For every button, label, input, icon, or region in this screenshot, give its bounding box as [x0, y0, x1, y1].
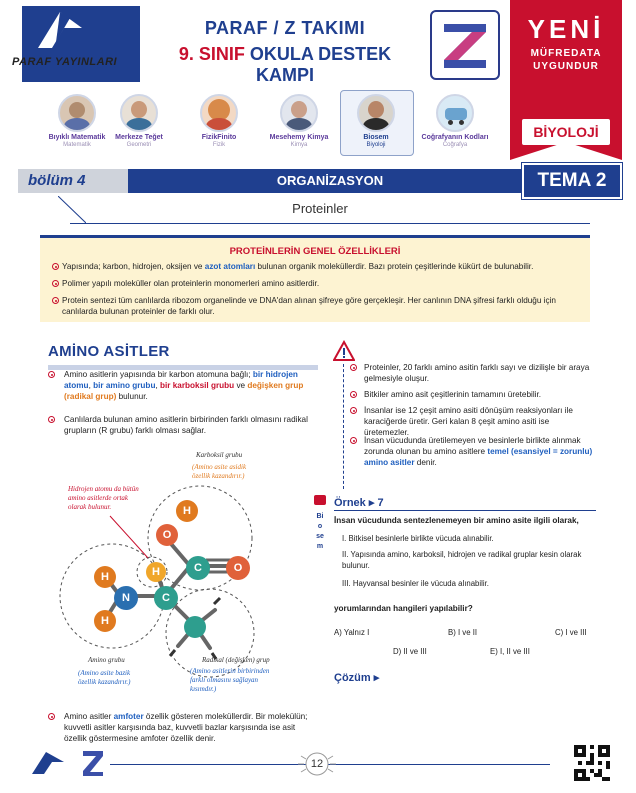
- radical-note-3: kısımdır.): [190, 685, 217, 693]
- carbon-atom-icon: C: [154, 586, 178, 610]
- bullet-icon: [52, 280, 59, 287]
- header-title: PARAF / Z TAKIMI: [204, 18, 366, 38]
- amino-note-2: özellik kazandırır.): [78, 678, 131, 686]
- avatar: [200, 94, 238, 132]
- bullet-icon: [48, 371, 55, 378]
- amino-group-label: Amino grubu: [88, 656, 125, 664]
- text-span: Amino asitlerin yapısında bir karbon atomuna bağlı;: [64, 370, 253, 379]
- note-item: İnsanlar ise 12 çeşit amino asiti dönüşüm reaksiyonları ile karaciğerde üretir. Geri kalan 8 çeşit amino asiti ise üretemezler.: [364, 406, 573, 437]
- highlight-span: temel (esansiyel = zorunlu) amino asitler: [364, 447, 593, 467]
- carboxyl-label: Karboksil grubu: [196, 451, 243, 459]
- qr-code-icon[interactable]: [574, 745, 610, 781]
- highlight-span: değişken grup (radikal grup): [64, 381, 304, 401]
- topic-corner-line: [58, 196, 86, 224]
- camp-label: OKULA DESTEK KAMPI: [249, 44, 392, 85]
- chapter-label: bölüm 4: [28, 172, 86, 189]
- text-span: Amino asitler: [64, 712, 114, 721]
- option-c[interactable]: C) I ve III: [555, 628, 587, 637]
- topic-title: Proteinler: [292, 201, 348, 216]
- hydrogen-note-2: amino asitlerde ortak: [68, 494, 129, 502]
- teacher-card: [262, 94, 336, 148]
- teacher-name: Mesehemy Kimya: [269, 134, 329, 141]
- teacher-name: Coğrafyanın Kodları: [421, 134, 489, 141]
- section-title: ORGANİZASYON: [276, 173, 384, 188]
- avatar: [357, 94, 395, 132]
- teacher-card: [102, 94, 176, 148]
- bullet-icon: [48, 416, 55, 423]
- text-span: denir.: [414, 458, 437, 467]
- amino-heading: AMİNO ASİTLER: [48, 343, 170, 360]
- bullet-icon: [52, 297, 59, 304]
- bullet-icon: [350, 391, 357, 398]
- chapter-tab-corner: [110, 169, 124, 193]
- header-subtitle: [150, 44, 420, 86]
- avatar: [58, 94, 96, 132]
- highlight-span: amfoter: [113, 712, 144, 721]
- question-stem: İnsan vücudunda sentezlenemeyen bir amino asite ilgili olarak,: [334, 516, 579, 525]
- note-item: Bitkiler amino asit çeşitlerinin tamamını üretebilir.: [364, 390, 542, 399]
- footer-paraf-logo-icon: [30, 750, 70, 776]
- video-play-icon[interactable]: [314, 495, 326, 505]
- ribbon-line-1: MÜFREDATA: [530, 48, 602, 59]
- ribbon-new-label: YENİ: [527, 14, 605, 44]
- note-divider: [343, 364, 344, 489]
- text-span: ,: [155, 381, 161, 390]
- publisher-name: PARAF YAYINLARI: [12, 56, 118, 68]
- option-b[interactable]: B) I ve II: [448, 628, 478, 637]
- carbon-atom-icon: C: [186, 556, 210, 580]
- info-item: Polimer yapılı moleküller olan proteinlerin monomerleri amino asitlerdir.: [62, 279, 320, 288]
- teacher-subject: Matematik: [63, 142, 91, 148]
- warning-icon: [333, 340, 355, 362]
- teacher-name: Biosem: [363, 134, 389, 141]
- hydrogen-note-3: olarak bulunur.: [68, 503, 112, 511]
- carboxyl-note-1: (Amino asite asidik: [192, 463, 247, 471]
- teacher-card-active: [339, 94, 413, 148]
- hydrogen-atom-icon: H: [94, 566, 116, 588]
- info-item: Protein sentezi tüm canlılarda ribozom organelinde ve DNA'dan alınan şifreye göre gerçekleşir. Her canlının DNA şifresi farklı olduğu için canlılarda bulunan proteinler de farklı olur.: [62, 296, 556, 316]
- teacher-subject: Kimya: [290, 142, 308, 148]
- text-span: ,: [88, 381, 94, 390]
- example-label: [334, 496, 384, 509]
- bullet-icon: [48, 713, 55, 720]
- ribbon-line-2: UYGUNDUR: [533, 61, 599, 72]
- grade-label: 9. SINIF: [178, 44, 245, 64]
- highlight-span: azot atomları: [204, 262, 256, 271]
- note-item: [364, 435, 594, 468]
- statement-3: III. Hayvansal besinler ile vücuda alınabilir.: [342, 579, 489, 588]
- question-ask: yorumlarından hangileri yapılabilir?: [334, 604, 473, 613]
- amino-note-1: (Amino asite bazik: [78, 669, 131, 677]
- bullet-icon: [350, 364, 357, 371]
- teacher-subject: Biyoloji: [366, 142, 386, 148]
- teacher-card: [182, 94, 256, 148]
- statement-1: I. Bitkisel besinlerle birlikte vücuda alınabilir.: [342, 534, 494, 543]
- radical-note-1: (Amino asitlerin birbirinden: [190, 667, 270, 675]
- hydrogen-atom-icon: H: [176, 500, 198, 522]
- teacher-name: Bıyıklı Matematik: [48, 134, 106, 141]
- radical-label: Radikal (değişken) grup: [202, 656, 270, 664]
- topic-underline: [70, 223, 590, 224]
- avatar: [436, 94, 474, 132]
- highlight-span: bir amino grubu: [93, 381, 156, 390]
- arrow-icon: ▸: [373, 672, 380, 684]
- radical-note-2: farklı olmasını sağlayan: [190, 676, 259, 684]
- bullet-icon: [350, 437, 357, 444]
- paraf-logo-icon: [30, 8, 90, 52]
- highlight-span: bir karboksil grubu: [160, 381, 235, 390]
- example-underline: [334, 510, 596, 511]
- teacher-subject: Fizik: [212, 142, 226, 148]
- tema-badge: TEMA 2: [522, 163, 622, 199]
- text-span: özellik gösteren moleküllerdir. Bir molekülün; kuvvetli asitler karşısında baz, kuvvetli bazlar karşısında ise asit özellik göstermesine amfoter özellik denir.: [64, 712, 308, 743]
- example-word: Örnek: [334, 497, 366, 509]
- teacher-name: Merkeze Teğet: [115, 134, 163, 141]
- hydrogen-note-1: Hidrojen atomu da bütün: [68, 485, 139, 493]
- hydrogen-atom-icon: H: [146, 562, 166, 582]
- solution-label[interactable]: [334, 671, 379, 684]
- bullet-icon: [52, 263, 59, 270]
- text-span: ve: [234, 381, 248, 390]
- side-brand-label: Biosem: [316, 513, 324, 550]
- statement-2: II. Yapısında amino, karboksil, hidrojen ve radikal gruplar kesin olarak bulunur.: [342, 550, 582, 570]
- info-item: [62, 261, 582, 272]
- subject-badge: BİYOLOJİ: [522, 119, 610, 145]
- text-span: bulunur.: [116, 392, 148, 401]
- highlight-span: bir hidrojen atomu: [64, 370, 298, 390]
- example-number: 7: [377, 497, 384, 509]
- z-team-logo-icon: [430, 10, 500, 80]
- solution-word: Çözüm: [334, 672, 371, 684]
- avatar: [120, 94, 158, 132]
- amino-paragraph-2: Canlılarda bulunan amino asitlerin birbirinden farklı olmasını radikal grupların (R grubu) farklı olması sağlar.: [64, 415, 308, 435]
- nitrogen-atom-icon: N: [114, 586, 138, 610]
- note-item: Proteinler, 20 farklı amino asitin farklı sayı ve dizilişle bir araya gelmesiyle oluşur.: [364, 363, 590, 383]
- avatar: [280, 94, 318, 132]
- oxygen-atom-icon: O: [226, 556, 250, 580]
- hydrogen-atom-icon: H: [94, 610, 116, 632]
- option-a[interactable]: A) Yalnız I: [334, 628, 370, 637]
- carboxyl-note-2: özellik kazandırır.): [192, 472, 245, 480]
- carbon-atom-icon: [184, 616, 206, 638]
- arrow-icon: ▸: [368, 497, 375, 509]
- option-e[interactable]: E) I, II ve III: [490, 647, 530, 656]
- teacher-subject: Coğrafya: [442, 142, 468, 148]
- text-span: Yapısında; karbon, hidrojen, oksijen ve: [62, 262, 205, 271]
- footer-z-logo-icon: [80, 748, 106, 778]
- page-number: 12: [310, 758, 324, 770]
- teacher-subject: Geometri: [126, 142, 152, 148]
- teacher-name: FizikFinito: [201, 134, 237, 141]
- amino-paragraph-3: [64, 711, 314, 744]
- oxygen-atom-icon: O: [156, 524, 178, 546]
- text-span: bulunan organik moleküllerdir. Bazı protein çeşitlerinde kükürt de bulunabilir.: [255, 262, 534, 271]
- bullet-icon: [350, 407, 357, 414]
- teacher-card: [418, 94, 492, 148]
- amino-paragraph-1: [64, 369, 314, 402]
- text-span: İnsan vücudunda üretilemeyen ve besinlerle birlikte alınmak zorunda olunan bu amino asitlere: [364, 436, 581, 456]
- info-box-title: PROTEİNLERİN GENEL ÖZELLİKLERİ: [229, 246, 401, 257]
- option-d[interactable]: D) II ve III: [393, 647, 427, 656]
